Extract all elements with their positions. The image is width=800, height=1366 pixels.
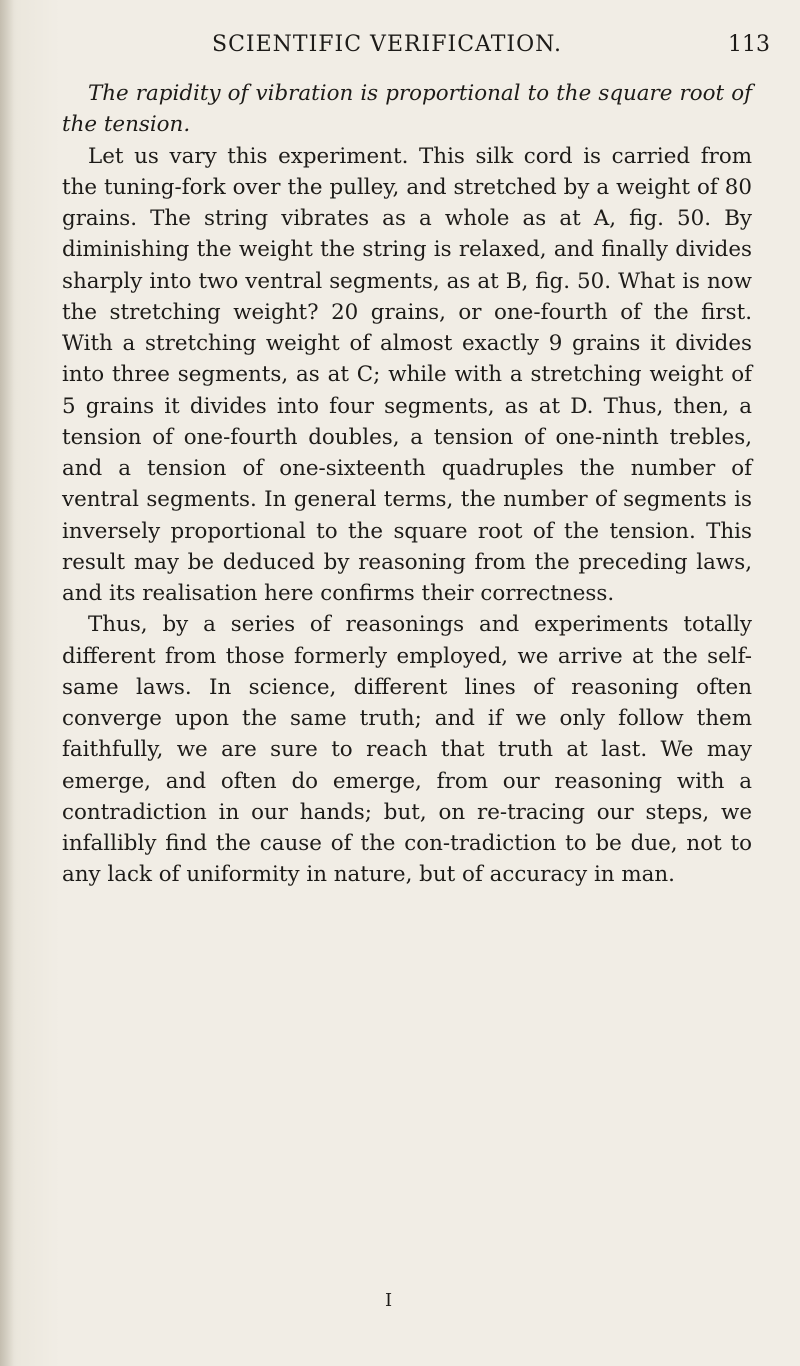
italic-lead-paragraph: The rapidity of vibration is proportional to the square root of the tension. <box>62 81 752 138</box>
page-header <box>0 30 800 70</box>
paragraph: Let us vary this experiment. This silk cord is carried from the tuning-fork over the pulley, and stretched by a weight of 80 grains. The string vibrates as a whole as at A, fig. 50. By diminishing the weight the string is relaxed, and finally divides sharply into two ventral segments, as at B, fig. 50. What is now the stretching weight? 20 grains, or one-fourth of the first. With a stretching weight of almost exactly 9 grains it divides into three segments, as at C; while with a stretching weight of 5 grains it divides into four segments, as at D. Thus, then, a tension of one-fourth doubles, a tension of one-ninth trebles, and a tension of one-sixteenth quadruples the number of ventral segments. In general terms, the number of segments is inversely proportional to the square root of the tension. This result may be deduced by reasoning from the preceding laws, and its realisation here confirms their correctness. <box>62 143 752 606</box>
binding-shadow <box>0 0 14 1366</box>
paragraph: Thus, by a series of reasonings and experiments totally different from those formerly employed, we arrive at the self-same laws. In science, different lines of reasoning often converge upon the same truth; and if we only follow them faithfully, we are sure to reach that truth at last. We may emerge, and often do emerge, from our reasoning with a contradiction in our hands; but, on re-tracing our steps, we infallibly find the cause of the con-tradiction to be due, not to any lack of uniformity in nature, but of accuracy in man. <box>62 612 752 888</box>
body-text <box>62 78 752 891</box>
page-number: 113 <box>728 32 770 57</box>
signature-mark: I <box>385 1290 393 1311</box>
running-head: SCIENTIFIC VERIFICATION. <box>212 32 562 57</box>
